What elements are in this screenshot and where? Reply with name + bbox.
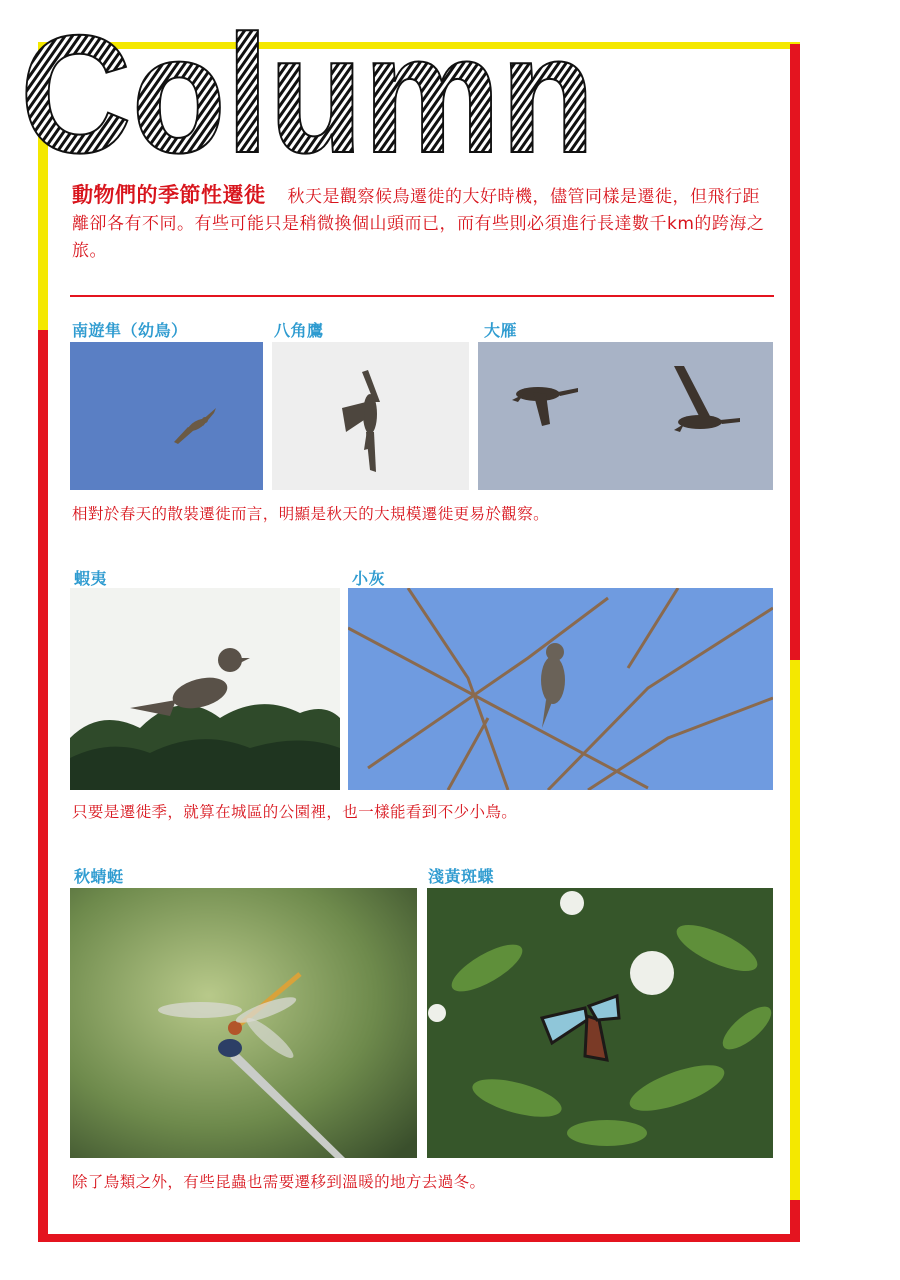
caption-butterfly: 淺黃斑蝶	[428, 867, 495, 886]
photo-peregrine	[70, 342, 263, 490]
photo-flycatcher	[348, 588, 773, 790]
intro-headline: 動物們的季節性遷徙	[72, 183, 266, 207]
frame-yellow-right	[790, 660, 800, 1200]
frame-red-left	[38, 330, 48, 1242]
caption-thrush: 蝦夷	[74, 569, 108, 588]
photo-butterfly	[427, 888, 773, 1158]
frame-red-bottom	[38, 1234, 800, 1242]
caption-dragonfly: 秋蜻蜓	[74, 867, 124, 886]
note-group-1: 相對於春天的散裝遷徙而言，明顯是秋天的大規模遷徙更易於觀察。	[72, 505, 550, 523]
frame-red-right-top	[790, 44, 800, 660]
note-group-3: 除了鳥類之外，有些昆蟲也需要遷移到溫暖的地方去過冬。	[72, 1173, 486, 1191]
note-group-2: 只要是遷徙季，就算在城區的公園裡，也一樣能看到不少小鳥。	[72, 803, 518, 821]
section-divider	[70, 295, 774, 297]
photo-thrush	[70, 588, 340, 790]
caption-hawk-eagle: 八角鷹	[274, 321, 324, 340]
photo-hawk-eagle	[272, 342, 469, 490]
caption-goose: 大雁	[484, 321, 518, 340]
column-title-text: Column	[20, 14, 595, 164]
caption-flycatcher: 小灰	[352, 569, 386, 588]
intro-body: 秋天是觀察候鳥遷徙的大好時機，儘管同樣是遷徙，但飛行距離卻各有不同。有些可能只是稍微換個山頭而已，而有些則必須進行長達數千km的跨海之旅。	[72, 187, 765, 261]
column-title	[20, 14, 600, 164]
photo-goose	[478, 342, 773, 490]
caption-peregrine: 南遊隼（幼鳥）	[72, 321, 188, 340]
photo-dragonfly	[70, 888, 417, 1158]
intro-paragraph	[72, 182, 772, 265]
